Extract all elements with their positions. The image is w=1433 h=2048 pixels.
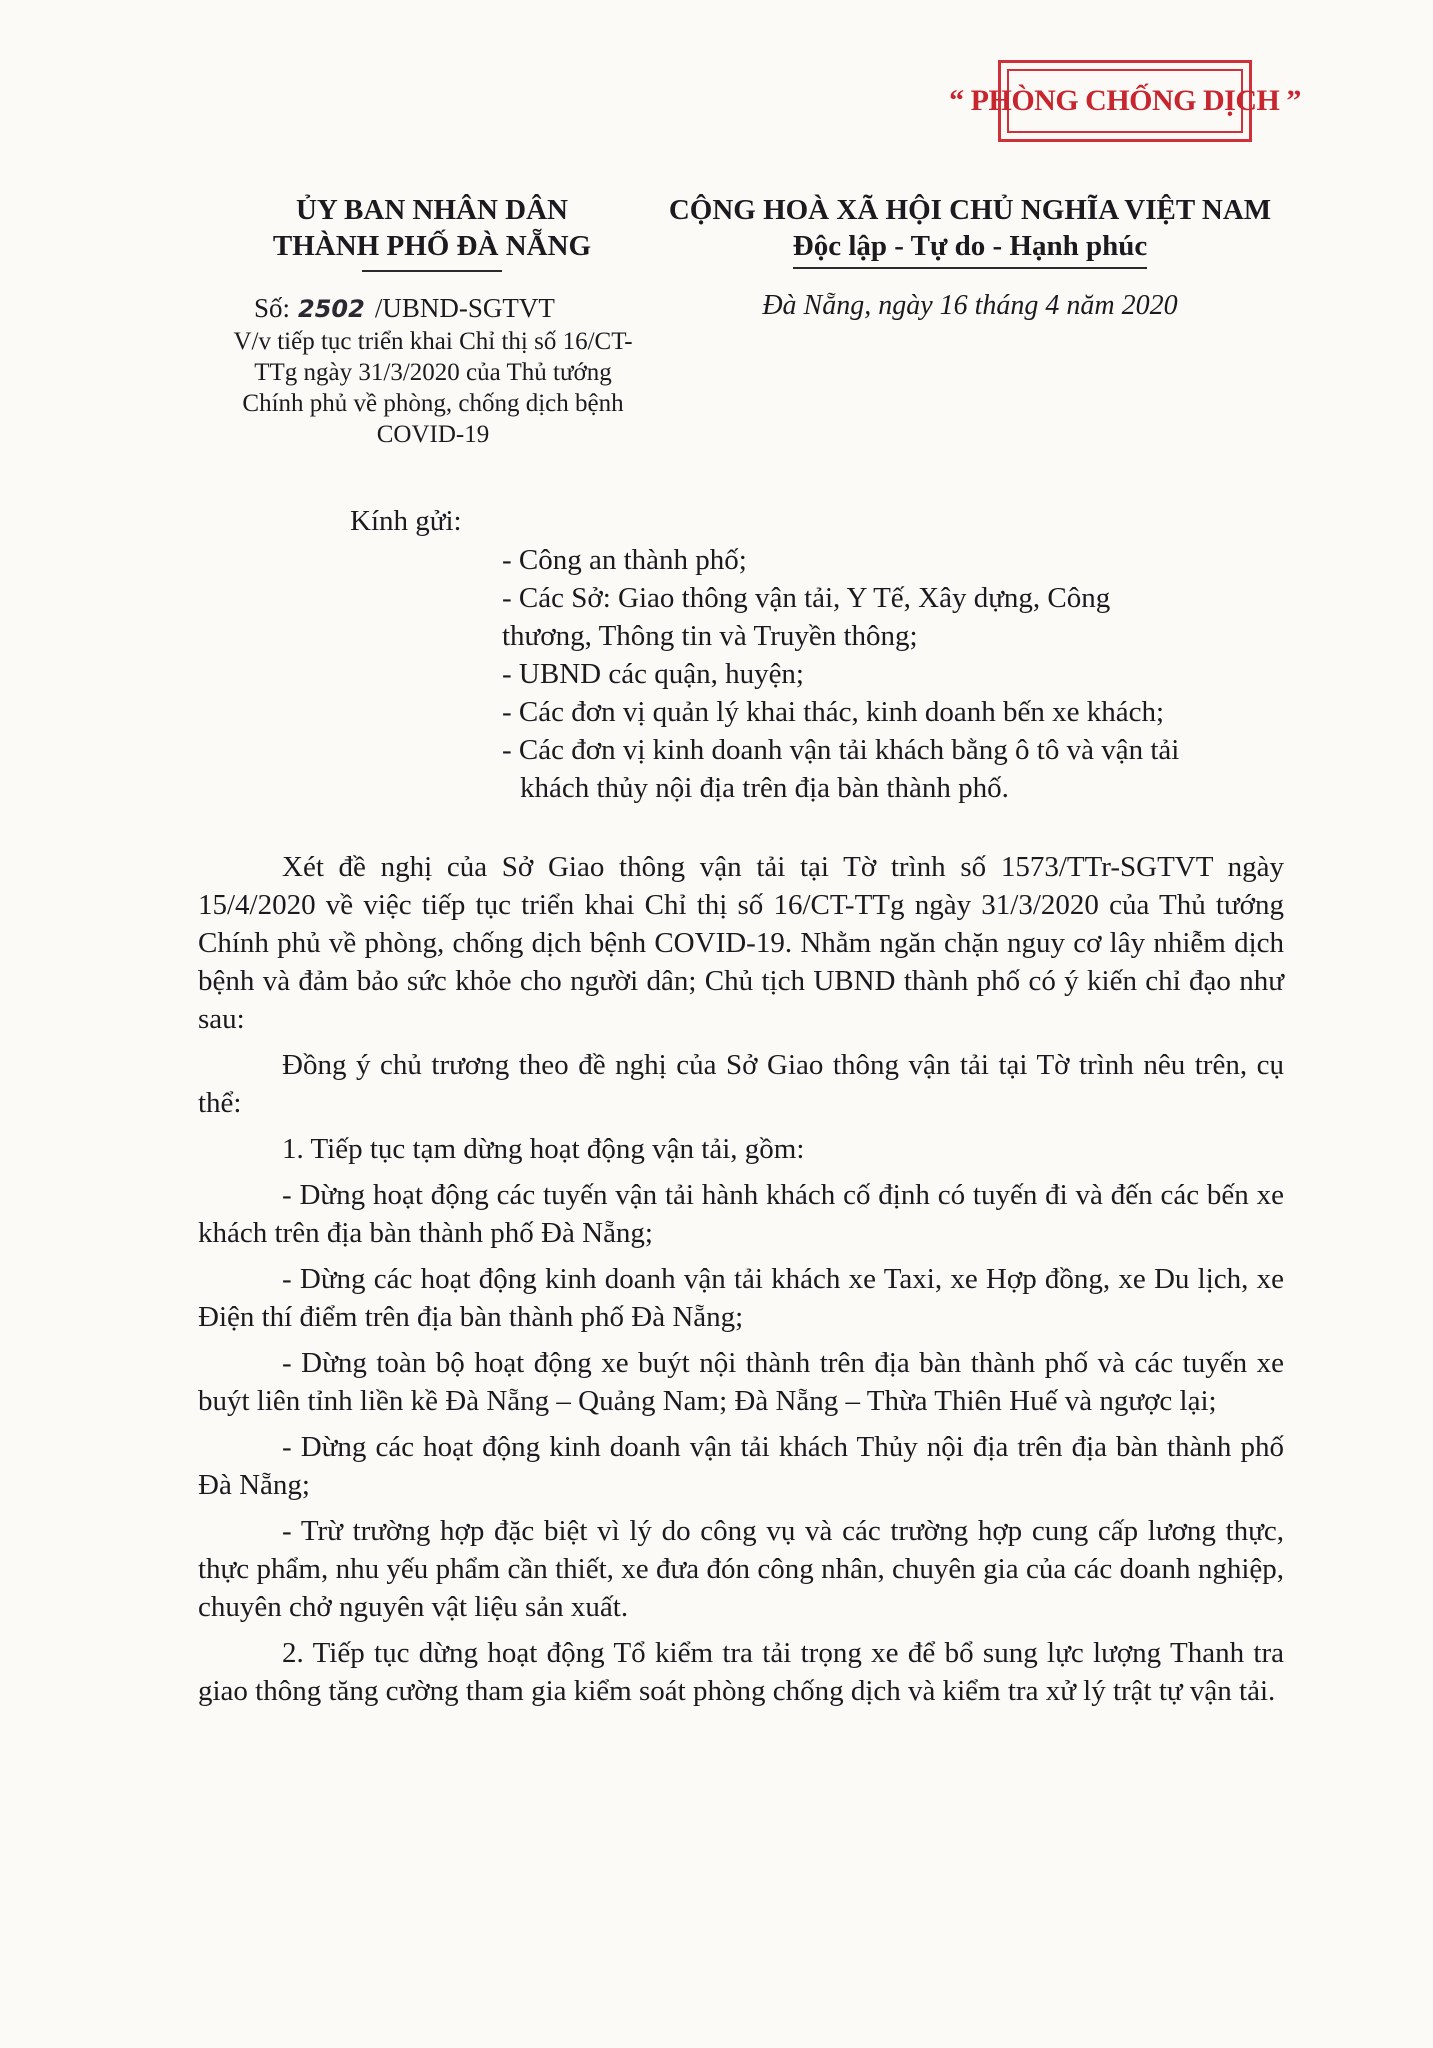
issuer-line-2: THÀNH PHỐ ĐÀ NẴNG: [272, 230, 592, 262]
issuer-underline: [362, 270, 502, 272]
recipients-label: Kính gửi:: [350, 505, 462, 537]
document-date: Đà Nẵng, ngày 16 tháng 4 năm 2020: [762, 290, 1178, 321]
subject-line: COVID-19: [376, 421, 490, 448]
stamp-text: “ PHÒNG CHỐNG DỊCH ”: [1007, 69, 1243, 133]
country-title: CỘNG HOÀ XÃ HỘI CHỦ NGHĨA VIỆT NAM: [668, 194, 1272, 226]
subject-line: V/v tiếp tục triển khai Chỉ thị số 16/CT-: [233, 328, 633, 355]
body-paragraph: - Trừ trường hợp đặc biệt vì lý do công vụ và các trường hợp cung cấp lương thực, thực phẩm, nhu yếu phẩm cần thiết, xe đưa đón công nhân, chuyên gia của các doanh nghiệp, chuyên chở nguyên vật liệu sản xuất.: [198, 1515, 1284, 1623]
stamp: [949, 60, 1301, 142]
subject-line: TTg ngày 31/3/2020 của Thủ tướng: [254, 359, 612, 386]
recipient-item: khách thủy nội địa trên địa bàn thành phố.: [520, 772, 1009, 804]
body-paragraph: Đồng ý chủ trương theo đề nghị của Sở Giao thông vận tải tại Tờ trình nêu trên, cụ thể:: [198, 1049, 1284, 1119]
recipient-item: thương, Thông tin và Truyền thông;: [502, 620, 918, 652]
body-paragraph: - Dừng các hoạt động kinh doanh vận tải khách Thủy nội địa trên địa bàn thành phố Đà Nẵng;: [198, 1431, 1284, 1501]
national-motto: Độc lập - Tự do - Hạnh phúc: [793, 228, 1148, 269]
recipient-item: - UBND các quận, huyện;: [502, 658, 804, 690]
body-paragraph: - Dừng hoạt động các tuyến vận tải hành khách cố định có tuyến đi và đến các bến xe khách trên địa bàn thành phố Đà Nẵng;: [198, 1179, 1284, 1249]
recipient-item: - Các đơn vị kinh doanh vận tải khách bằng ô tô và vận tải: [502, 734, 1180, 766]
subject-line: Chính phủ về phòng, chống dịch bệnh: [242, 390, 624, 417]
body-paragraph: Xét đề nghị của Sở Giao thông vận tải tại Tờ trình số 1573/TTr-SGTVT ngày 15/4/2020 về việc tiếp tục triển khai Chỉ thị số 16/CT-TTg ngày 31/3/2020 của Thủ tướng Chính phủ về phòng, chống dịch bệnh COVID-19. Nhằm ngăn chặn nguy cơ lây nhiễm dịch bệnh và đảm bảo sức khỏe cho người dân; Chủ tịch UBND thành phố có ý kiến chỉ đạo như sau:: [198, 851, 1284, 1035]
recipient-item: - Các Sở: Giao thông vận tải, Y Tế, Xây dựng, Công: [502, 582, 1111, 614]
doc-number-suffix: /UBND-SGTVT: [374, 293, 555, 323]
body-paragraph: 1. Tiếp tục tạm dừng hoạt động vận tải, gồm:: [282, 1133, 805, 1165]
recipient-item: - Công an thành phố;: [502, 544, 747, 576]
national-header: [660, 192, 1280, 269]
recipients-list: [502, 541, 1302, 807]
body-paragraph: 2. Tiếp tục dừng hoạt động Tổ kiểm tra tải trọng xe để bổ sung lực lượng Thanh tra giao thông tăng cường tham gia kiểm soát phòng chống dịch và kiểm tra xử lý trật tự vận tải.: [198, 1637, 1284, 1707]
recipient-item: - Các đơn vị quản lý khai thác, kinh doanh bến xe khách;: [502, 696, 1165, 728]
issuer-line-1: ỦY BAN NHÂN DÂN: [295, 194, 568, 226]
body-paragraph: - Dừng các hoạt động kinh doanh vận tải khách xe Taxi, xe Hợp đồng, xe Du lịch, xe Điện thí điểm trên địa bàn thành phố Đà Nẵng;: [198, 1263, 1284, 1333]
document-subject: [202, 326, 664, 450]
doc-number-prefix: Số:: [254, 293, 291, 323]
document-body: [198, 848, 1284, 1718]
document-number: [254, 293, 555, 324]
doc-number-handwritten: 2502: [298, 295, 365, 323]
body-paragraph: - Dừng toàn bộ hoạt động xe buýt nội thành trên địa bàn thành phố và các tuyến xe buýt liên tỉnh liền kề Đà Nẵng – Quảng Nam; Đà Nẵng – Thừa Thiên Huế và ngược lại;: [198, 1347, 1284, 1417]
issuer-header: [222, 192, 642, 272]
